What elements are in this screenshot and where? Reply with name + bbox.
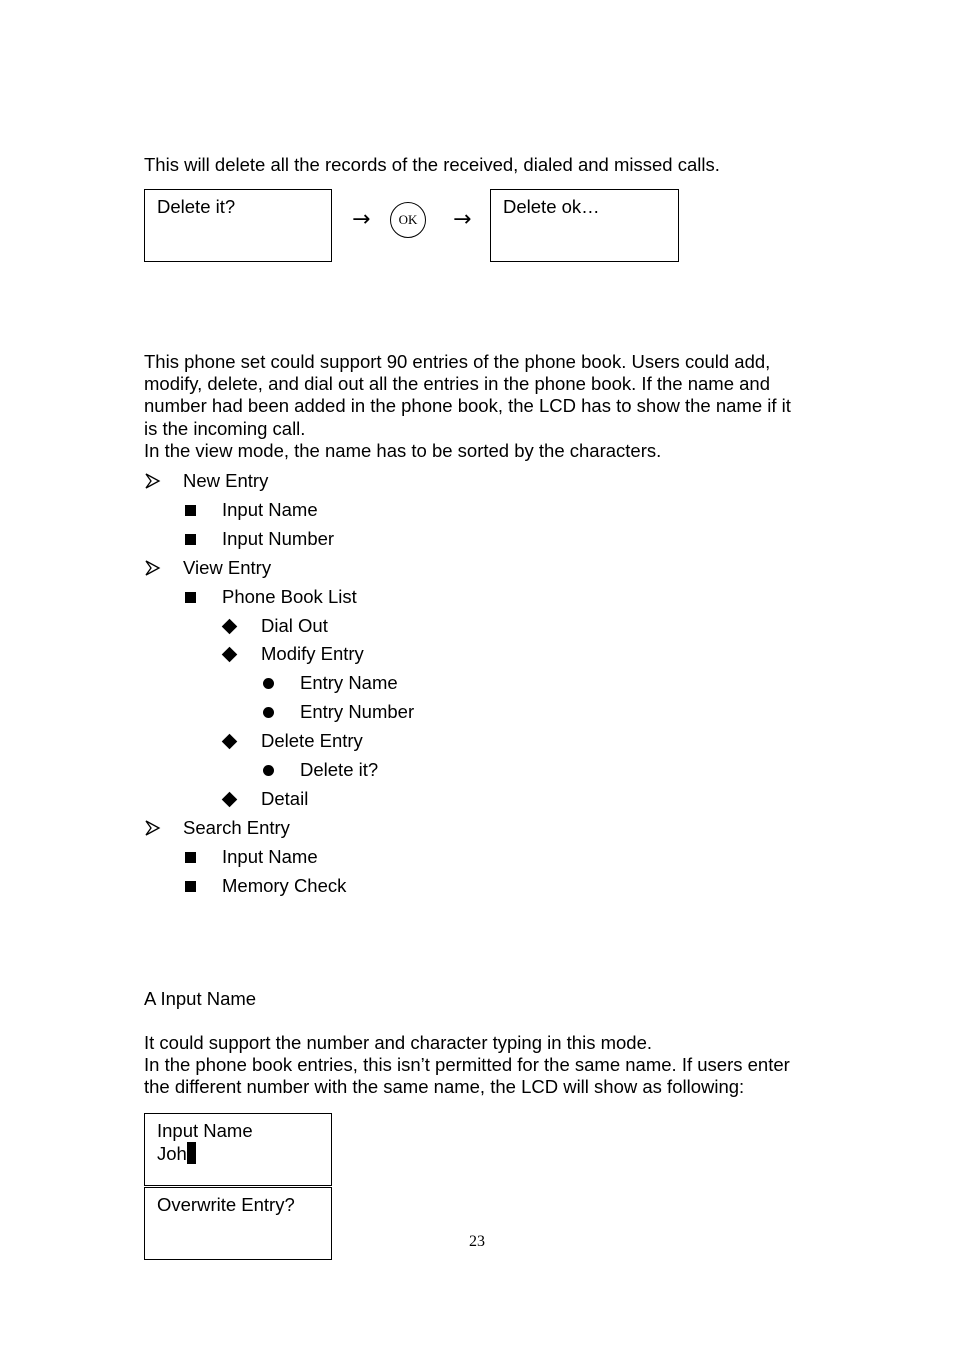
phonebook-para-line: is the incoming call. <box>144 418 306 439</box>
input-name-para-line: the different number with the same name, the LCD will show as following: <box>144 1076 745 1097</box>
menu-item-label: Search Entry <box>183 817 290 838</box>
square-bullet-icon <box>185 852 196 863</box>
menu-item-label: Dial Out <box>261 615 328 636</box>
dot-bullet-icon <box>263 678 274 689</box>
phonebook-para-line: In the view mode, the name has to be sorted by the characters. <box>144 440 662 461</box>
input-name-heading: A Input Name <box>144 988 257 1009</box>
menu-item-label: Detail <box>261 788 309 809</box>
diamond-bullet-icon <box>222 792 238 808</box>
lcd-delete-prompt-text: Delete it? <box>157 196 236 217</box>
page-number: 23 <box>469 1233 485 1250</box>
menu-item-label: Delete it? <box>300 759 379 780</box>
phonebook-para-line: modify, delete, and dial out all the entries in the phone book. If the name and <box>144 373 770 394</box>
phonebook-para-line: number had been added in the phone book, the LCD has to show the name if it <box>144 395 791 416</box>
square-bullet-icon <box>185 505 196 516</box>
diamond-bullet-icon <box>222 619 238 635</box>
menu-item-label: Input Number <box>222 528 335 549</box>
menu-item-label: New Entry <box>183 470 269 491</box>
square-bullet-icon <box>185 881 196 892</box>
flow-arrow-1: → <box>352 207 371 232</box>
lcd-input-name-title: Input Name <box>157 1120 253 1141</box>
delete-calls-intro: This will delete all the records of the received, dialed and missed calls. <box>144 154 720 175</box>
menu-item-label: View Entry <box>183 557 272 578</box>
lcd-delete-result <box>490 189 679 262</box>
arrow-bullet-icon <box>145 473 161 489</box>
lcd-input-name <box>144 1113 332 1186</box>
menu-item-label: Entry Number <box>300 701 415 722</box>
text-cursor <box>187 1142 196 1164</box>
menu-item-label: Modify Entry <box>261 643 364 664</box>
menu-item-label: Phone Book List <box>222 586 357 607</box>
menu-item-label: Input Name <box>222 846 318 867</box>
menu-item-label: Delete Entry <box>261 730 363 751</box>
dot-bullet-icon <box>263 765 274 776</box>
diamond-bullet-icon <box>222 734 238 750</box>
input-name-para-line: It could support the number and character typing in this mode. <box>144 1032 653 1053</box>
phonebook-para-line: This phone set could support 90 entries of the phone book. Users could add, <box>144 351 771 372</box>
menu-item-label: Entry Name <box>300 672 398 693</box>
square-bullet-icon <box>185 534 196 545</box>
input-name-para-line: In the phone book entries, this isn’t permitted for the same name. If users enter <box>144 1054 790 1075</box>
flow-arrow-2: → <box>453 207 472 232</box>
arrow-bullet-icon <box>145 560 161 576</box>
lcd-overwrite-entry-text: Overwrite Entry? <box>157 1194 295 1215</box>
lcd-delete-prompt <box>144 189 332 262</box>
lcd-input-name-text: Joh <box>157 1143 187 1164</box>
dot-bullet-icon <box>263 707 274 718</box>
menu-item-label: Memory Check <box>222 875 347 896</box>
lcd-input-name-value <box>157 1142 319 1165</box>
lcd-delete-result-text: Delete ok… <box>503 196 600 217</box>
square-bullet-icon <box>185 592 196 603</box>
arrow-bullet-icon <box>145 820 161 836</box>
menu-item-label: Input Name <box>222 499 318 520</box>
ok-button: OK <box>390 202 426 238</box>
diamond-bullet-icon <box>222 647 238 663</box>
